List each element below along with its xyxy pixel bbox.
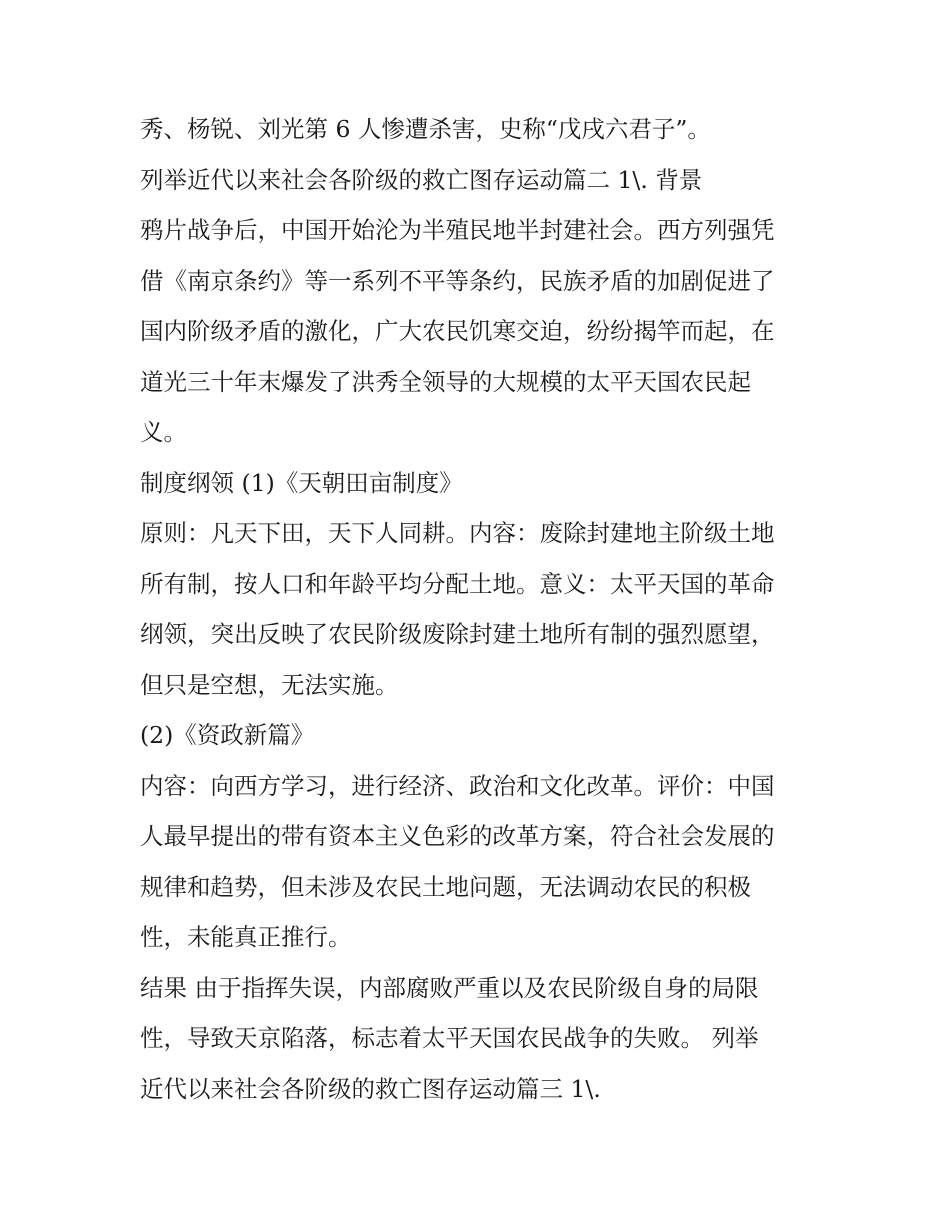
text-line: 性，导致天京陷落，标志着太平天国农民战争的失败。 列举 (140, 1024, 759, 1052)
text-line: 国内阶级矛盾的激化，广大农民饥寒交迫，纷纷揭竿而起，在 (140, 317, 775, 345)
text-line: 借《南京条约》等一系列不平等条约，民族矛盾的加剧促进了 (140, 266, 775, 295)
text-line: 秀、杨锐、刘光第 6 人惨遭杀害，史称“戊戌六君子”。 (140, 115, 711, 143)
text-line: 性，未能真正推行。 (140, 923, 352, 951)
text-line: 近代以来社会各阶级的救亡图存运动篇三 1\. (140, 1074, 601, 1103)
text-line: 但只是空想，无法实施。 (140, 670, 399, 699)
section-heading: (2)《资政新篇》 (140, 721, 315, 749)
text-line: 道光三十年末爆发了洪秀全领导的大规模的太平天国农民起 (140, 367, 751, 396)
text-line: 义。 (140, 418, 187, 446)
text-line: 所有制，按人口和年龄平均分配土地。意义：太平天国的革命 (140, 569, 775, 598)
text-line: 内容：向西方学习，进行经济、政治和文化改革。评价：中国 (140, 771, 775, 800)
text-line: 结果 由于指挥失误，内部腐败严重以及农民阶级自身的局限 (140, 973, 759, 1002)
text-line: 纲领，突出反映了农民阶级废除封建土地所有制的强烈愿望， (140, 620, 775, 648)
text-line: 规律和趋势，但未涉及农民土地问题，无法调动农民的积极 (140, 872, 751, 901)
text-line: 鸦片战争后，中国开始沦为半殖民地半封建社会。西方列强凭 (140, 216, 775, 244)
text-line: 人最早提出的带有资本主义色彩的改革方案，符合社会发展的 (140, 822, 775, 850)
section-heading: 制度纲领 (1)《天朝田亩制度》 (140, 468, 463, 497)
text-line: 列举近代以来社会各阶级的救亡图存运动篇二 1\. 背景 (140, 165, 703, 194)
document-body (140, 104, 820, 1114)
text-line: 原则：凡天下田，天下人同耕。内容：废除封建地主阶级土地 (140, 519, 775, 547)
